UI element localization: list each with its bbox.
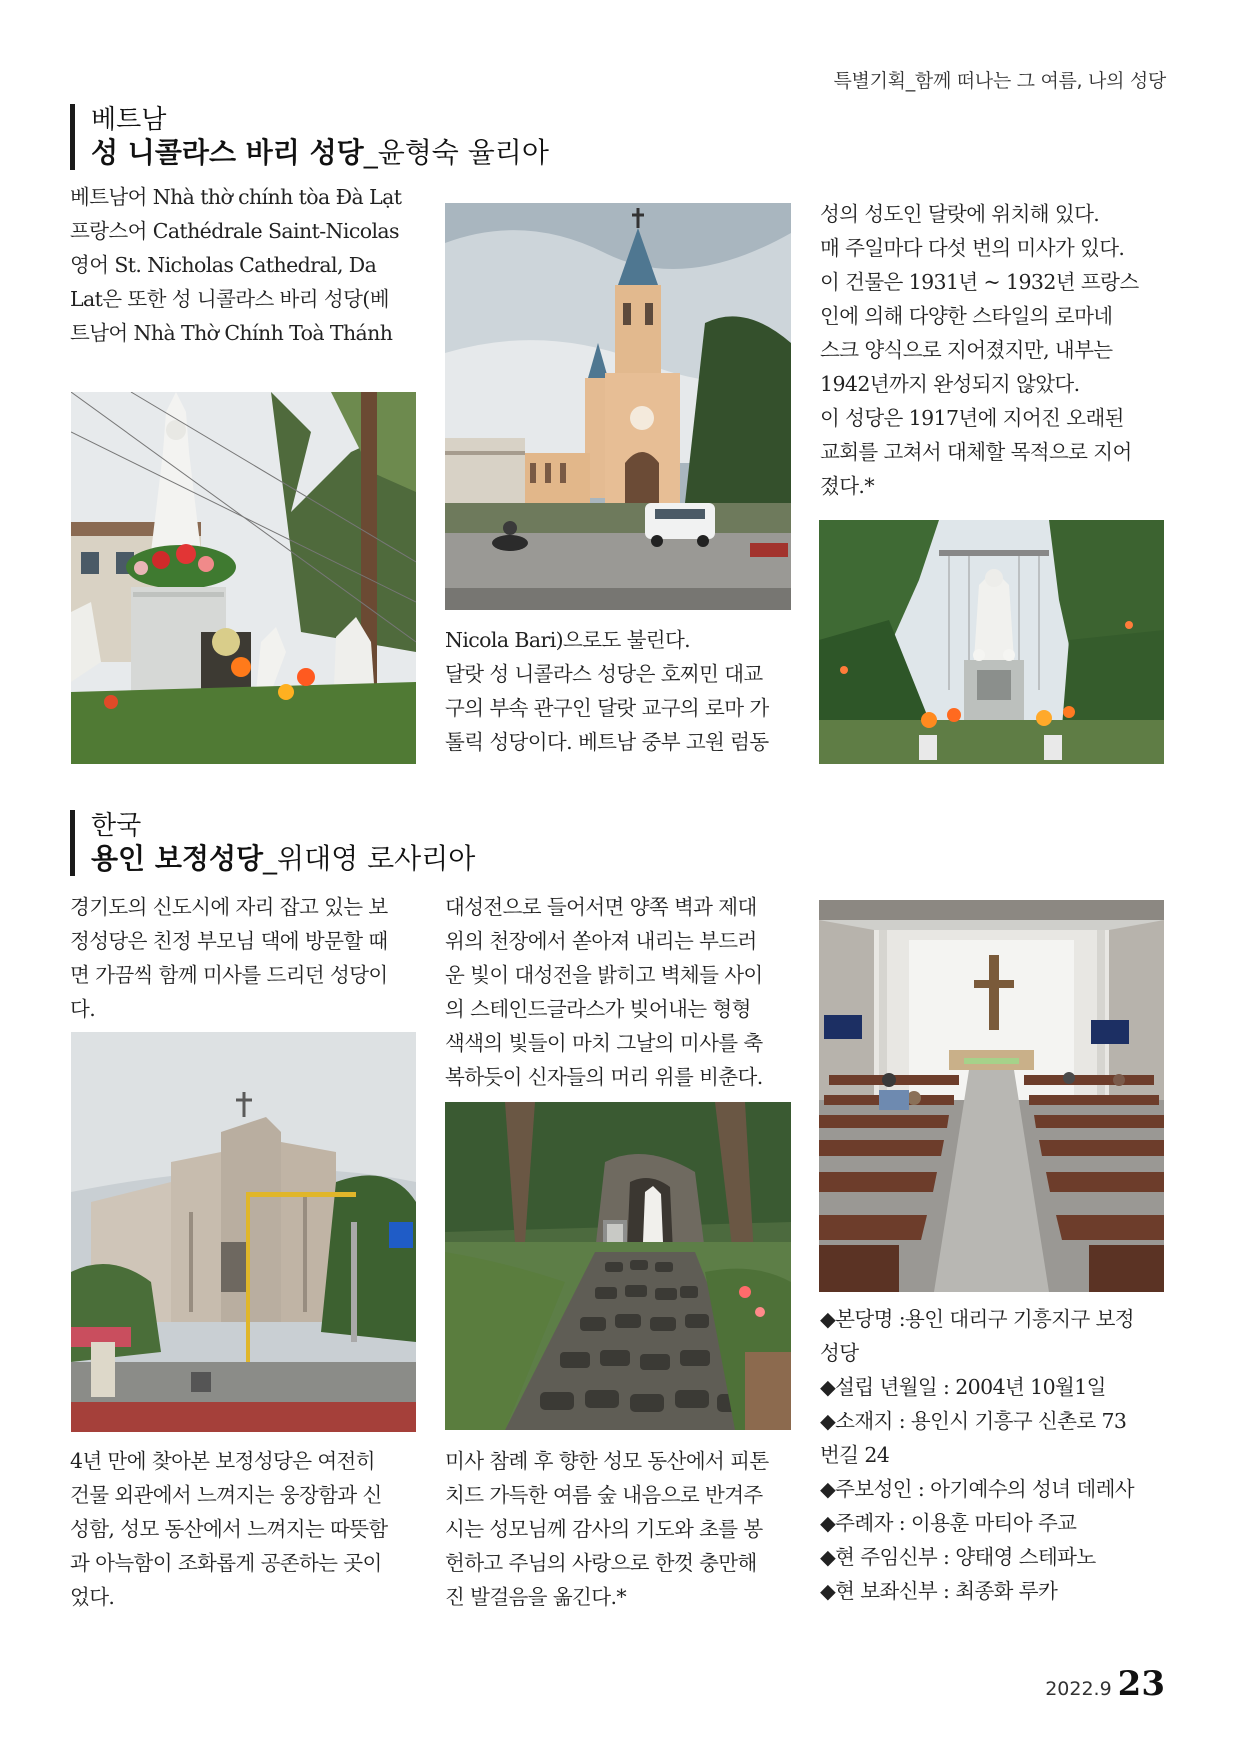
text-line: 이 건물은 1931년 ~ 1932년 프랑스 — [820, 270, 1139, 294]
vietnam-col2-text — [445, 623, 790, 759]
text-line: 대성전으로 들어서면 양쪽 벽과 제대 — [445, 895, 757, 919]
info-item: ◆주례자 : 이용훈 마티아 주교 — [820, 1511, 1077, 1535]
photo-marian-garden — [445, 1102, 791, 1430]
info-item: 번길 24 — [820, 1443, 890, 1467]
page-number: 23 — [1117, 1664, 1165, 1704]
series-header: 특별기획_함께 떠나는 그 여름, 나의 성당 — [833, 70, 1166, 92]
text-line: 1942년까지 완성되지 않았다. — [820, 372, 1080, 396]
info-item: 성당 — [820, 1341, 859, 1365]
country-label: 베트남 — [91, 105, 167, 135]
korea-col1-bottom-text — [70, 1444, 415, 1614]
info-item: ◆소재지 : 용인시 기흥구 신촌로 73 — [820, 1409, 1127, 1433]
text-line: Lat은 또한 성 니콜라스 바리 성당(베 — [70, 287, 389, 311]
text-line: 다. — [70, 997, 96, 1021]
text-line: 치드 가득한 여름 숲 내음으로 반겨주 — [445, 1483, 763, 1507]
text-line: 달랏 성 니콜라스 성당은 호찌민 대교 — [445, 662, 763, 686]
text-line: 성의 성도인 달랏에 위치해 있다. — [820, 202, 1100, 226]
info-item: ◆현 보좌신부 : 최종화 루카 — [820, 1579, 1058, 1603]
info-item: ◆주보성인 : 아기예수의 성녀 데레사 — [820, 1477, 1134, 1501]
photo-nave-interior — [819, 900, 1164, 1292]
photo-mary-statue — [71, 392, 416, 764]
text-line: 헌하고 주님의 사랑으로 한껏 충만해 — [445, 1551, 757, 1575]
vietnam-col3-text — [820, 197, 1165, 503]
text-line: 위의 천장에서 쏟아져 내리는 부드러 — [445, 929, 757, 953]
text-line: 경기도의 신도시에 자리 잡고 있는 보 — [70, 895, 388, 919]
text-line: 프랑스어 Cathédrale Saint-Nicolas — [70, 219, 399, 243]
parish-info-list — [820, 1302, 1165, 1608]
text-line: 이 성당은 1917년에 지어진 오래된 — [820, 406, 1124, 430]
korea-col2-top-text — [445, 890, 790, 1094]
text-line: 미사 참례 후 향한 성모 동산에서 피톤 — [445, 1449, 769, 1473]
text-line: 진 발걸음을 옮긴다.* — [445, 1585, 627, 1609]
text-line: 과 아늑함이 조화롭게 공존하는 곳이 — [70, 1551, 382, 1575]
text-line: 시는 성모님께 감사의 기도와 초를 봉 — [445, 1517, 763, 1541]
section-heading-vietnam — [70, 104, 549, 170]
section-heading-korea — [70, 810, 475, 876]
issue-date: 2022.9 — [1045, 1678, 1112, 1700]
text-line: 색색의 빛들이 마치 그날의 미사를 축 — [445, 1031, 763, 1055]
text-line: 운 빛이 대성전을 밝히고 벽체들 사이 — [445, 963, 763, 987]
church-name: 성 니콜라스 바리 성당 — [91, 136, 364, 169]
country-label: 한국 — [91, 811, 142, 841]
text-line: 인에 의해 다양한 스타일의 로마네 — [820, 304, 1113, 328]
text-line: 영어 St. Nicholas Cathedral, Da — [70, 253, 377, 277]
text-line: 의 스테인드글라스가 빚어내는 형형 — [445, 997, 751, 1021]
korea-col1-top-text — [70, 890, 415, 1026]
text-line: 구의 부속 관구인 달랏 교구의 로마 가 — [445, 696, 769, 720]
text-line: 복하듯이 신자들의 머리 위를 비춘다. — [445, 1065, 763, 1089]
text-line: 4년 만에 찾아본 보정성당은 여전히 — [70, 1449, 375, 1473]
article-title — [91, 136, 549, 170]
text-line: Nicola Bari)으로도 불린다. — [445, 628, 691, 652]
vietnam-col1-text — [70, 180, 415, 350]
text-line: 트남어 Nhà Thờ Chính Toà Thánh — [70, 321, 393, 345]
church-name: 용인 보정성당 — [91, 842, 264, 875]
info-item: ◆본당명 :용인 대리구 기흥지구 보정 — [820, 1307, 1134, 1331]
text-line: 교회를 고쳐서 대체할 목적으로 지어 — [820, 440, 1132, 464]
text-line: 졌다.* — [820, 474, 874, 498]
article-title — [91, 842, 475, 876]
korea-col2-bottom-text — [445, 1444, 790, 1614]
photo-bojeong-exterior — [71, 1032, 416, 1432]
text-line: 스크 양식으로 지어졌지만, 내부는 — [820, 338, 1113, 362]
author-name: _윤형숙 율리아 — [363, 136, 549, 169]
photo-dalat-cathedral — [445, 203, 791, 610]
info-item: ◆설립 년월일 : 2004년 10월1일 — [820, 1375, 1106, 1399]
page-footer — [1045, 1664, 1165, 1704]
photo-joseph-statue — [819, 520, 1164, 764]
author-name: _위대영 로사리아 — [263, 842, 476, 875]
text-line: 면 가끔씩 함께 미사를 드리던 성당이 — [70, 963, 388, 987]
text-line: 었다. — [70, 1585, 115, 1609]
text-line: 정성당은 친정 부모님 댁에 방문할 때 — [70, 929, 388, 953]
info-item: ◆현 주임신부 : 양태영 스테파노 — [820, 1545, 1096, 1569]
text-line: 베트남어 Nhà thờ chính tòa Đà Lạt — [70, 185, 402, 209]
text-line: 성함, 성모 동산에서 느껴지는 따뜻함 — [70, 1517, 388, 1541]
text-line: 매 주일마다 다섯 번의 미사가 있다. — [820, 236, 1125, 260]
text-line: 톨릭 성당이다. 베트남 중부 고원 럼동 — [445, 730, 769, 754]
text-line: 건물 외관에서 느껴지는 웅장함과 신 — [70, 1483, 382, 1507]
